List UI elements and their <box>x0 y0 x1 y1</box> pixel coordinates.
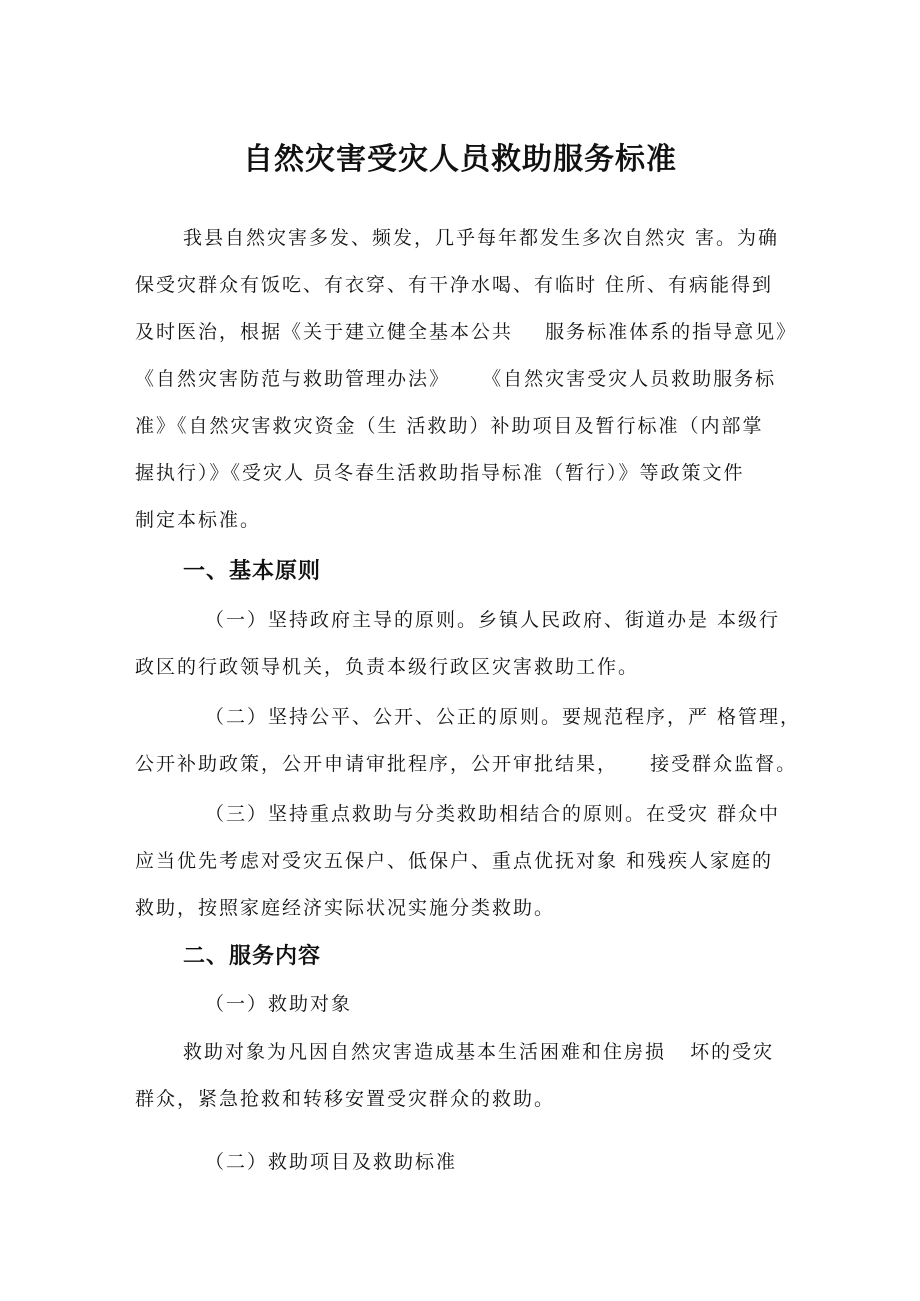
intro-line-2: 保受灾群众有饭吃、有衣穿、有干净水喝、有临时 住所、有病能得到 <box>135 274 774 296</box>
subsection-items-standards: （二）救助项目及救助标准 <box>205 1151 458 1173</box>
target-line-1: 救助对象为凡因自然灾害造成基本生活困难和住房损 坏的受灾 <box>183 1041 775 1063</box>
principle-3-line-3: 救助，按照家庭经济实际状况实施分类救助。 <box>135 897 556 919</box>
principle-3-line-1: （三）坚持重点救助与分类救助相结合的原则。在受灾 群众中 <box>205 803 781 825</box>
intro-line-5: 准》《自然灾害救灾资金（生 活救助）补助项目及暂行标准（内部掌 <box>135 415 764 437</box>
principle-2-line-1: （二）坚持公平、公开、公正的原则。要规范程序，严 格管理， <box>205 706 802 728</box>
target-line-2: 群众，紧急抢救和转移安置受灾群众的救助。 <box>135 1088 556 1110</box>
intro-line-7: 制定本标准。 <box>135 509 262 531</box>
principle-1-line-1: （一）坚持政府主导的原则。乡镇人民政府、街道办是 本级行 <box>205 609 781 631</box>
subsection-target: （一）救助对象 <box>205 993 353 1015</box>
document-title: 自然灾害受灾人员救助服务标准 <box>243 142 677 177</box>
section-heading-services: 二、服务内容 <box>183 944 322 969</box>
intro-line-6: 握执行）》《受灾人 员冬春生活救助指导标准（暂行）》等政策文件 <box>135 462 745 484</box>
intro-line-1: 我县自然灾害多发、频发，几乎每年都发生多次自然灾 害。为确 <box>183 227 780 249</box>
intro-line-4: 《自然灾害防范与救助管理办法》 《自然灾害受灾人员救助服务标 <box>135 368 777 390</box>
intro-line-3: 及时医治，根据《关于建立健全基本公共 服务标准体系的指导意见》 <box>135 321 798 343</box>
principle-2-line-2: 公开补助政策，公开申请审批程序，公开审批结果， 接受群众监督。 <box>135 753 798 775</box>
principle-3-line-2: 应当优先考虑对受灾五保户、低保户、重点优抚对象 和残疾人家庭的 <box>135 850 774 872</box>
principle-1-line-2: 政区的行政领导机关，负责本级行政区灾害救助工作。 <box>135 656 640 678</box>
section-heading-principles: 一、基本原则 <box>183 559 322 584</box>
